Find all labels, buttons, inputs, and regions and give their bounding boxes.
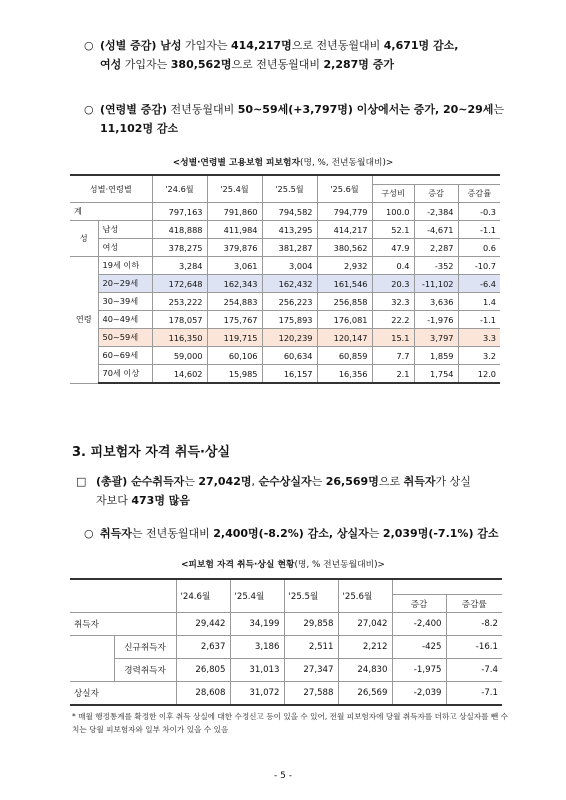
cell: 16,356 <box>317 365 372 384</box>
cell: 27,347 <box>284 659 338 682</box>
cell: 2,637 <box>176 636 230 659</box>
circle-bullet-icon: ○ <box>84 103 94 116</box>
cell: 12.0 <box>458 365 500 384</box>
cell: -2,039 <box>392 682 446 706</box>
cell: 256,858 <box>317 293 372 311</box>
text: 전년동월대비 <box>167 103 238 116</box>
cell: 794,582 <box>262 203 317 221</box>
header-col: '25.5월 <box>284 579 338 613</box>
cell: 253,222 <box>152 293 207 311</box>
header-col: '25.6월 <box>317 175 372 203</box>
acquirer-count: 27,042명 <box>198 475 252 488</box>
header-col: '25.6월 <box>338 579 392 613</box>
header-sub: 증감 <box>414 185 458 203</box>
acquirer-label: 취득자 <box>100 527 132 540</box>
circle-bullet-icon: ○ <box>84 39 94 52</box>
difference: 473명 많음 <box>131 494 191 507</box>
text: 가입자는 <box>121 58 171 71</box>
acquisition-loss-table <box>70 578 502 706</box>
text: 으로 전년동월대비 <box>291 39 384 52</box>
cell: 791,860 <box>207 203 262 221</box>
circle-bullet-icon: ○ <box>84 527 94 540</box>
text: 가입자는 <box>181 39 231 52</box>
female-label: 여성 <box>100 58 122 71</box>
cell: 0.4 <box>372 257 414 275</box>
row-label: 19세 이하 <box>98 257 152 275</box>
text: 자보다 <box>96 494 132 507</box>
cell: 34,199 <box>230 613 284 636</box>
cell: 3,061 <box>207 257 262 275</box>
row-label: 30~39세 <box>98 293 152 311</box>
cell: 797,163 <box>152 203 207 221</box>
gender-heading: (성별 증감) <box>100 39 157 52</box>
loser-count: 26,569명 <box>325 475 379 488</box>
table-row <box>70 347 500 365</box>
row-label: 신규취득자 <box>114 636 176 659</box>
footnote <box>72 710 508 736</box>
age-decrease: 11,102명 감소 <box>100 122 179 135</box>
table-row <box>70 239 500 257</box>
row-label: 60~69세 <box>98 347 152 365</box>
table-row <box>70 613 502 636</box>
table-row <box>70 636 502 659</box>
cell: -0.3 <box>458 203 500 221</box>
male-count: 414,217명 <box>230 39 292 52</box>
square-bullet-icon: □ <box>76 475 87 488</box>
text: , <box>251 475 259 488</box>
row-label: 상실자 <box>70 682 176 706</box>
cell: 3,797 <box>414 329 458 347</box>
cell: 379,876 <box>207 239 262 257</box>
cell: 29,442 <box>176 613 230 636</box>
cell: 26,805 <box>176 659 230 682</box>
row-label: 계 <box>70 203 152 221</box>
table-row <box>70 365 500 384</box>
cell: 120,239 <box>262 329 317 347</box>
table2-caption <box>0 557 566 570</box>
header-col: '25.5월 <box>262 175 317 203</box>
cell: 59,000 <box>152 347 207 365</box>
cell: 60,106 <box>207 347 262 365</box>
cell: 418,888 <box>152 221 207 239</box>
table-row-highlight-blue <box>70 275 500 293</box>
paragraph-gender-change <box>84 36 524 74</box>
cell: 2,511 <box>284 636 338 659</box>
header-col: '25.4월 <box>207 175 262 203</box>
text: 으로 <box>378 475 404 488</box>
cell: 413,295 <box>262 221 317 239</box>
cell: 256,223 <box>262 293 317 311</box>
cell: 116,350 <box>152 329 207 347</box>
cell: 378,275 <box>152 239 207 257</box>
row-label: 여성 <box>98 239 152 257</box>
row-label: 남성 <box>98 221 152 239</box>
cell: 120,147 <box>317 329 372 347</box>
section-title: 3. 피보험자 자격 취득·상실 <box>72 445 231 460</box>
cell: 3,284 <box>152 257 207 275</box>
cell: 172,648 <box>152 275 207 293</box>
cell: -10.7 <box>458 257 500 275</box>
cell: 31,072 <box>230 682 284 706</box>
header-sub: 증감 <box>392 595 446 613</box>
row-label: 20~29세 <box>98 275 152 293</box>
cell: 47.9 <box>372 239 414 257</box>
cell: 162,432 <box>262 275 317 293</box>
cell: -1.1 <box>458 311 500 329</box>
text: 는 <box>493 103 505 116</box>
cell: 381,287 <box>262 239 317 257</box>
cell: 0.6 <box>458 239 500 257</box>
footnote-mark: * <box>72 712 76 721</box>
header-sub: 증감률 <box>446 595 502 613</box>
cell: 29,858 <box>284 613 338 636</box>
cell: 3,186 <box>230 636 284 659</box>
cell: 26,569 <box>338 682 392 706</box>
cell: -1,975 <box>392 659 446 682</box>
text: 는 전년동월대비 <box>131 527 214 540</box>
cell: 176,081 <box>317 311 372 329</box>
row-label: 50~59세 <box>98 329 152 347</box>
cell: 28,608 <box>176 682 230 706</box>
caption-title: <피보험 자격 취득·상실 현황 <box>181 560 295 570</box>
cell: 178,057 <box>152 311 207 329</box>
header-spacer <box>372 175 500 185</box>
row-label: 경력취득자 <box>114 659 176 682</box>
table-row <box>70 203 500 221</box>
table-row <box>70 221 500 239</box>
cell: 3,636 <box>414 293 458 311</box>
age-change-summary: 50~59세(+3,797명) 이상에서는 증가, 20~29세 <box>237 103 494 116</box>
female-count: 380,562명 <box>170 58 232 71</box>
cell: 175,893 <box>262 311 317 329</box>
cell: 119,715 <box>207 329 262 347</box>
cell: 24,830 <box>338 659 392 682</box>
sex-group-label: 성 <box>70 221 98 257</box>
cell: 7.7 <box>372 347 414 365</box>
cell: -1,976 <box>414 311 458 329</box>
text: 는 <box>184 475 199 488</box>
cell: 20.3 <box>372 275 414 293</box>
cell: 16,157 <box>262 365 317 384</box>
male-label: 남성 <box>156 39 182 52</box>
cell: 2,212 <box>338 636 392 659</box>
cell: 15.1 <box>372 329 414 347</box>
female-change: 2,287명 증가 <box>323 58 395 71</box>
header-sub: 구성비 <box>372 185 414 203</box>
loser-change: 2,039명(-7.1%) 감소 <box>382 527 499 540</box>
cell: -2,384 <box>414 203 458 221</box>
cell: 100.0 <box>372 203 414 221</box>
cell: 15,985 <box>207 365 262 384</box>
male-change: 4,671명 감소, <box>383 39 459 52</box>
header-empty <box>70 579 176 613</box>
cell: -8.2 <box>446 613 502 636</box>
header-group: 성별·연령별 <box>70 175 152 203</box>
cell: 3,004 <box>262 257 317 275</box>
indent-cell <box>70 636 114 682</box>
cell: 27,042 <box>338 613 392 636</box>
table1-caption <box>0 155 566 168</box>
cell: -425 <box>392 636 446 659</box>
cell: 31,013 <box>230 659 284 682</box>
cell: -7.1 <box>446 682 502 706</box>
insured-by-gender-age-table <box>70 174 500 384</box>
cell: 380,562 <box>317 239 372 257</box>
cell: 2,932 <box>317 257 372 275</box>
table-row <box>70 293 500 311</box>
loser-label: 상실자 <box>333 527 369 540</box>
caption-unit: (명, % 전년동월대비)> <box>294 560 385 570</box>
row-label: 70세 이상 <box>98 365 152 384</box>
table-row-highlight-orange <box>70 329 500 347</box>
cell: 22.2 <box>372 311 414 329</box>
cell: 411,984 <box>207 221 262 239</box>
footnote-text: 매월 행정통계를 확정한 이후 취득 상실에 대한 수정신고 등이 있을 수 있어, 전월 피보험자에 당월 취득자를 더하고 상실자를 뺀 수치는 당월 피보험자와 일부 차이가 있을 수 있음 <box>72 712 508 734</box>
cell: -4,671 <box>414 221 458 239</box>
cell: -1.1 <box>458 221 500 239</box>
text: 가 상실 <box>435 475 471 488</box>
text: 는 <box>311 475 326 488</box>
page-number: - 5 - <box>274 771 292 781</box>
table-row <box>70 311 500 329</box>
paragraph-age-change <box>84 100 524 138</box>
header-col: '24.6월 <box>176 579 230 613</box>
age-heading: (연령별 증감) <box>100 103 168 116</box>
cell: 52.1 <box>372 221 414 239</box>
cell: -352 <box>414 257 458 275</box>
cell: 414,217 <box>317 221 372 239</box>
caption-unit: (명, %, 전년동월대비)> <box>300 158 394 168</box>
paragraph-acquire-loss-change <box>84 524 524 543</box>
table-row <box>70 682 502 706</box>
cell: 2.1 <box>372 365 414 384</box>
cell: -6.4 <box>458 275 500 293</box>
cell: 162,343 <box>207 275 262 293</box>
cell: 1,754 <box>414 365 458 384</box>
cell: -2,400 <box>392 613 446 636</box>
cell: -11,102 <box>414 275 458 293</box>
cell: 254,883 <box>207 293 262 311</box>
cell: 161,546 <box>317 275 372 293</box>
cell: 2,287 <box>414 239 458 257</box>
cell: -16.1 <box>446 636 502 659</box>
loser-label: 순수상실자 <box>258 475 312 488</box>
header-col: '25.4월 <box>230 579 284 613</box>
summary-heading: (총괄) 순수취득자 <box>96 475 185 488</box>
caption-title: <성별·연령별 고용보험 피보험자 <box>172 158 301 168</box>
text: 는 <box>368 527 383 540</box>
acquirer-change: 2,400명(-8.2%) 감소, <box>213 527 334 540</box>
header-col: '24.6월 <box>152 175 207 203</box>
age-group-label: 연령 <box>70 257 98 384</box>
cell: 175,767 <box>207 311 262 329</box>
cell: 3.2 <box>458 347 500 365</box>
cell: 14,602 <box>152 365 207 384</box>
cell: 60,634 <box>262 347 317 365</box>
paragraph-summary <box>76 472 516 510</box>
header-sub: 증감률 <box>458 185 500 203</box>
table-row <box>70 257 500 275</box>
header-spacer <box>392 579 502 595</box>
cell: 32.3 <box>372 293 414 311</box>
cell: -7.4 <box>446 659 502 682</box>
acquirer-label: 취득자 <box>403 475 436 488</box>
cell: 1,859 <box>414 347 458 365</box>
cell: 3.3 <box>458 329 500 347</box>
cell: 1.4 <box>458 293 500 311</box>
cell: 27,588 <box>284 682 338 706</box>
row-label: 취득자 <box>70 613 176 636</box>
cell: 794,779 <box>317 203 372 221</box>
text: 으로 전년동월대비 <box>231 58 324 71</box>
table-row <box>70 659 502 682</box>
cell: 60,859 <box>317 347 372 365</box>
row-label: 40~49세 <box>98 311 152 329</box>
